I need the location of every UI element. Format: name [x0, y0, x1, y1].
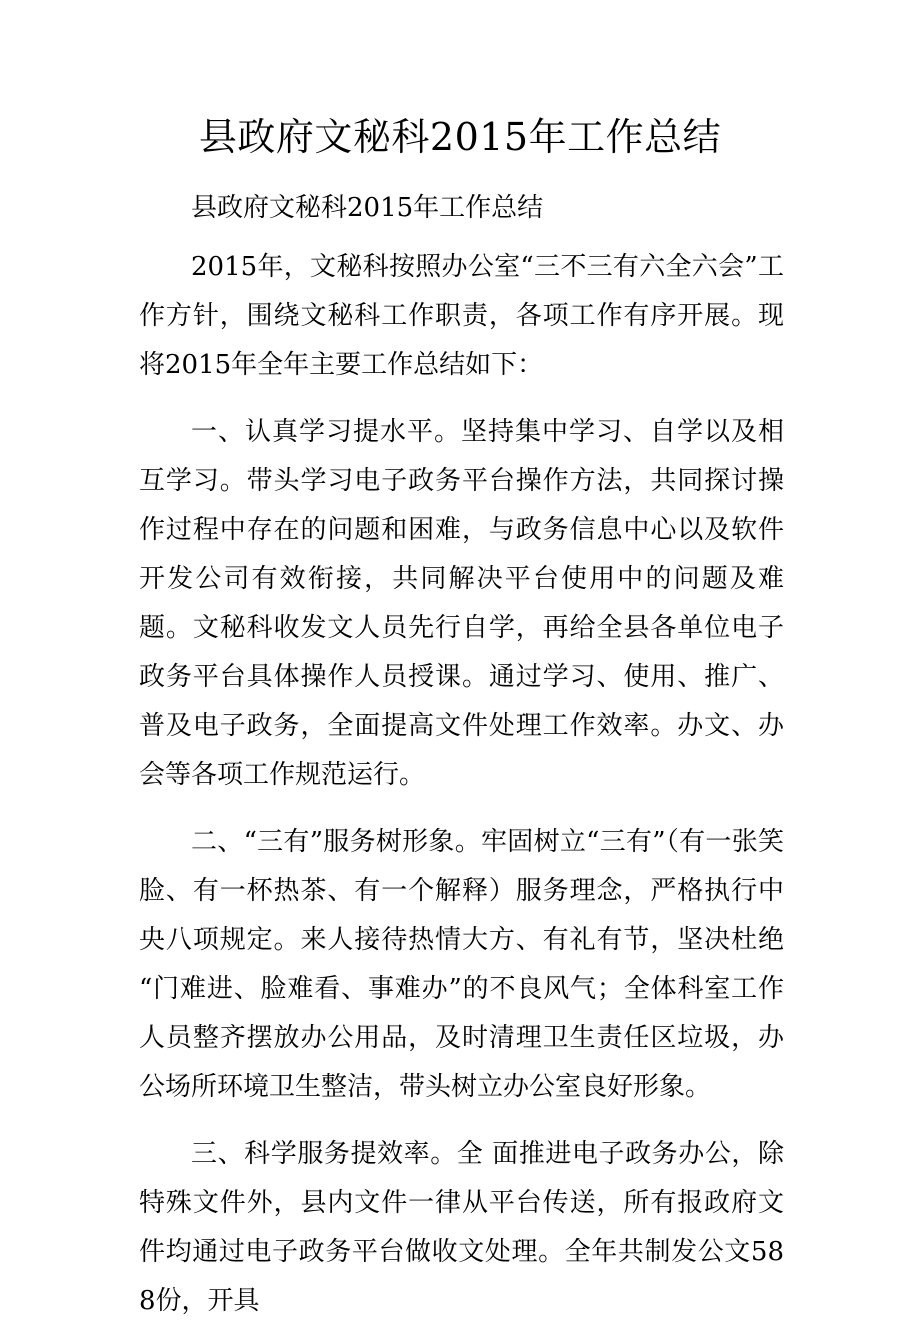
paragraph-intro: 2015年，文秘科按照办公室“三不三有六全六会”工作方针，围绕文秘科工作职责，各项工作有序开展。现将2015年全年主要工作总结如下： — [139, 252, 784, 380]
paragraph-section-3: 三、科学服务提效率。全 面推进电子政务办公，除特殊文件外，县内文件一律从平台传送，所有报政府文件均通过电子政务平台做收文处理。全年共制发公文588份，开具 — [139, 1139, 784, 1316]
paragraph-subtitle: 县政府文秘科2015年工作总结 — [191, 193, 544, 223]
document-body — [139, 184, 784, 1344]
paragraph-section-1: 一、认真学习提水平。坚持集中学习、自学以及相互学习。带头学习电子政务平台操作方法，共同探讨操作过程中存在的问题和困难，与政务信息中心以及软件开发公司有效衔接，共同解决平台使用中的问题及难题。文秘科收发文人员先行自学，再给全县各单位电子政务平台具体操作人员授课。通过学习、使用、推广、普及电子政务，全面提高文件处理工作效率。办文、办会等各项工作规范运行。 — [139, 417, 784, 790]
document-title: 县政府文秘科2015年工作总结 — [198, 115, 722, 159]
paragraph-section-2: 二、“三有”服务树形象。牢固树立“三有”（有一张笑脸、有一杯热茶、有一个解释）服务理念，严格执行中央八项规定。来人接待热情大方、有礼有节，坚决杜绝 “门难进、脸难看、事难办”的不良风气；全体科室工作人员整齐摆放办公用品，及时清理卫生责任区垃圾，办公场所环境卫生整洁，带头树立办公室良好形象。 — [139, 827, 784, 1102]
